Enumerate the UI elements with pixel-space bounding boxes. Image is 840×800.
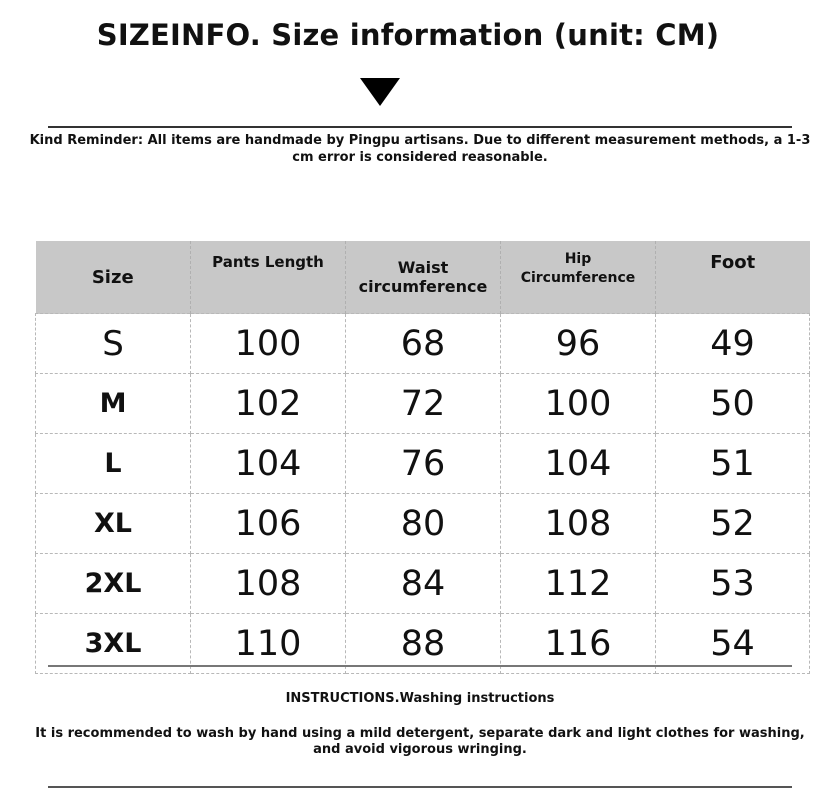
waist-cell: 76 (346, 434, 501, 494)
size-cell: L (36, 434, 191, 494)
waist-cell: 84 (346, 554, 501, 614)
pants-length-cell: 108 (191, 554, 346, 614)
size-cell: XL (36, 494, 191, 554)
waist-cell: 88 (346, 614, 501, 674)
hip-cell: 112 (501, 554, 656, 614)
table-row (36, 494, 810, 554)
kind-reminder: Kind Reminder: All items are handmade by Pingpu artisans. Due to different measurement methods, a 1-3 cm error is considered reasonable. (29, 133, 811, 165)
hip-cell: 100 (501, 374, 656, 434)
size-cell: 2XL (36, 554, 191, 614)
foot-cell: 50 (656, 374, 810, 434)
foot-cell: 54 (656, 614, 810, 674)
size-cell: S (36, 314, 191, 374)
size-cell: M (36, 374, 191, 434)
hip-cell: 104 (501, 434, 656, 494)
size-table (35, 241, 810, 674)
pants-length-cell: 100 (191, 314, 346, 374)
down-triangle-icon (360, 78, 400, 106)
hip-cell: 116 (501, 614, 656, 674)
foot-cell: 51 (656, 434, 810, 494)
waist-cell: 80 (346, 494, 501, 554)
header-hip-circumference: Hip Circumference (501, 241, 656, 314)
divider (48, 126, 792, 128)
waist-cell: 72 (346, 374, 501, 434)
pants-length-cell: 104 (191, 434, 346, 494)
header-foot: Foot (656, 241, 810, 314)
hip-cell: 108 (501, 494, 656, 554)
pants-length-cell: 110 (191, 614, 346, 674)
table-row (36, 314, 810, 374)
pants-length-cell: 102 (191, 374, 346, 434)
table-row (36, 434, 810, 494)
table-row (36, 374, 810, 434)
instructions-text: It is recommended to wash by hand using a mild detergent, separate dark and light clothes for washing, and avoid vigorous wringing. (35, 726, 805, 757)
waist-cell: 68 (346, 314, 501, 374)
pants-length-cell: 106 (191, 494, 346, 554)
divider (48, 786, 792, 788)
size-cell: 3XL (36, 614, 191, 674)
foot-cell: 53 (656, 554, 810, 614)
table-header-row (36, 241, 810, 314)
instructions-title: INSTRUCTIONS.Washing instructions (285, 691, 555, 706)
divider (48, 665, 792, 667)
foot-cell: 52 (656, 494, 810, 554)
hip-cell: 96 (501, 314, 656, 374)
table-row (36, 554, 810, 614)
header-size: Size (36, 241, 191, 314)
header-waist-circumference: Waist circumference (346, 241, 501, 314)
foot-cell: 49 (656, 314, 810, 374)
header-pants-length: Pants Length (191, 241, 346, 314)
page-title: SIZEINFO. Size information (unit: CM) (96, 18, 720, 52)
